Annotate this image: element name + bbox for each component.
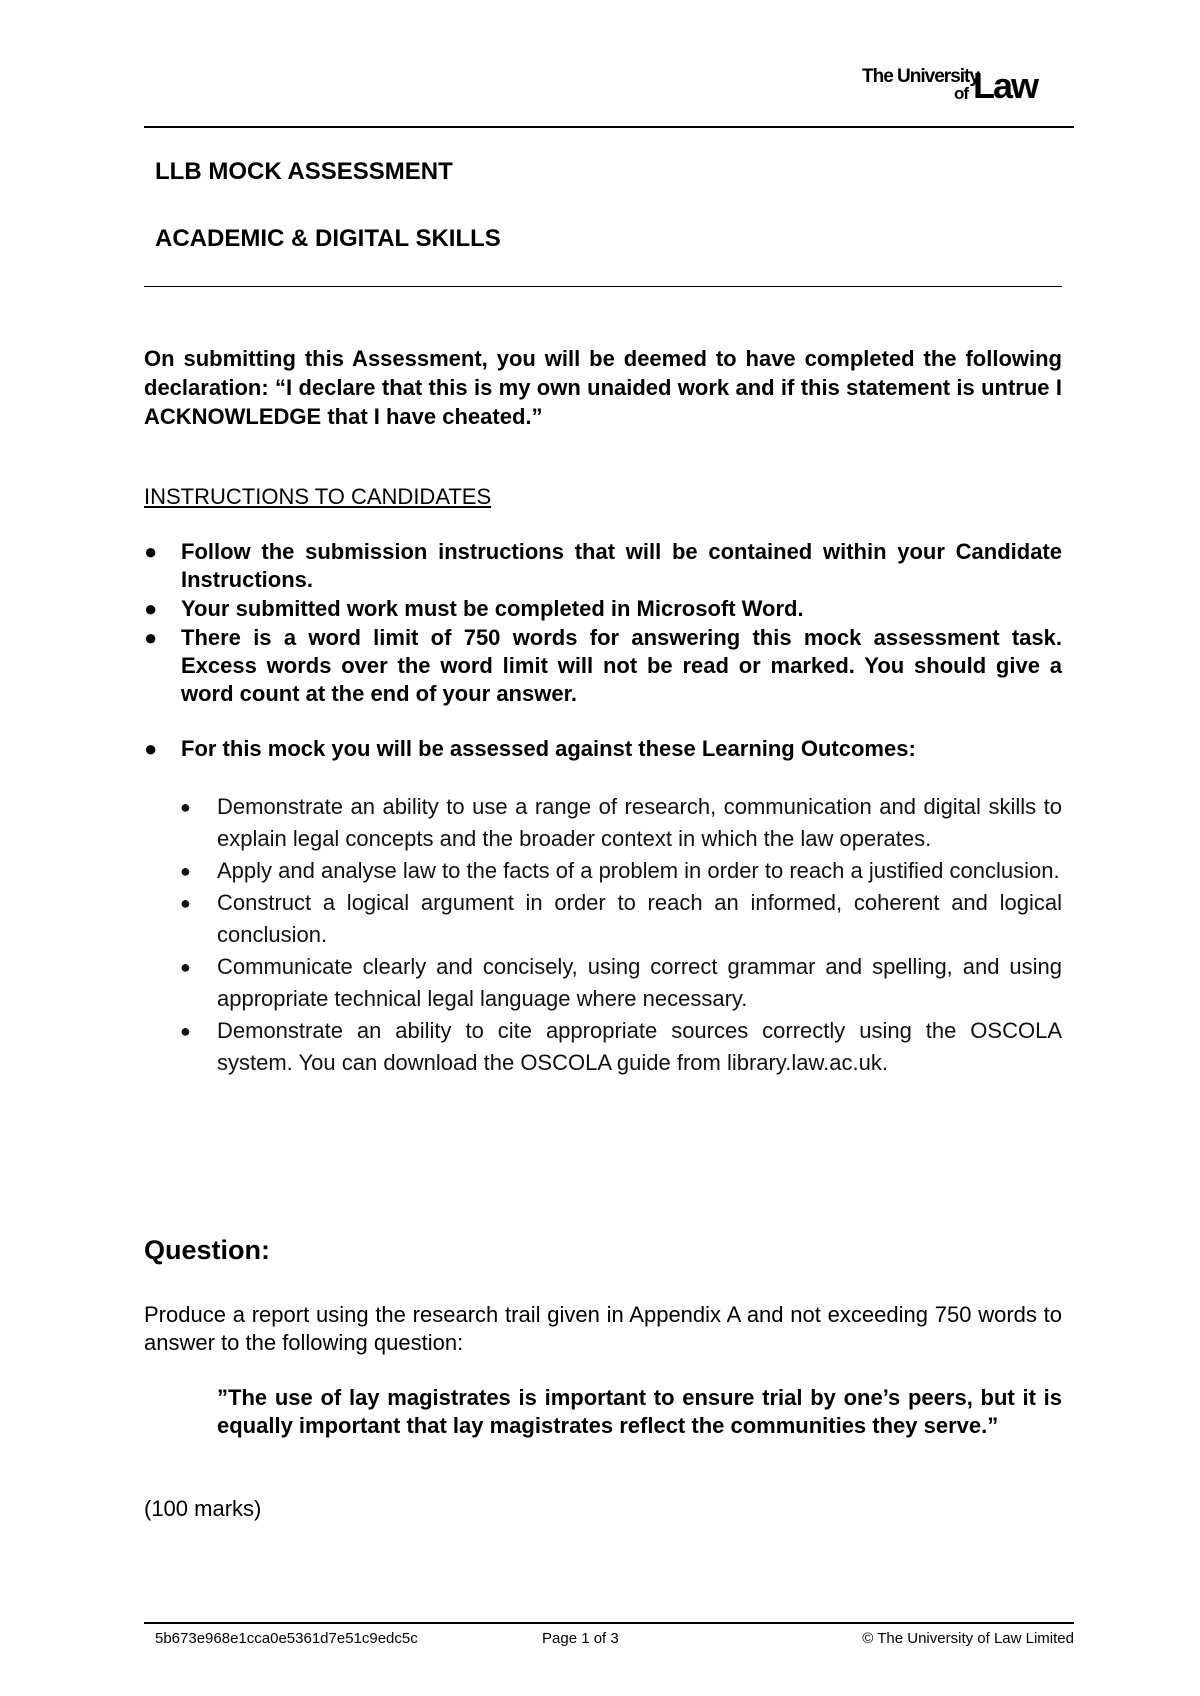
logo-of: of bbox=[954, 84, 969, 103]
bullet-icon: ● bbox=[144, 596, 158, 621]
logo-the-university: The University bbox=[862, 66, 979, 87]
learning-outcomes-list bbox=[180, 791, 1062, 1079]
bullet-icon: ● bbox=[180, 1021, 191, 1041]
declaration-paragraph: On submitting this Assessment, you will be deemed to have completed the following declaration: “I declare that this is my own unaided work and if this statement is untrue I ACKNOWLEDGE that I have cheated.” bbox=[144, 346, 1062, 429]
instruction-item bbox=[144, 624, 1062, 708]
instruction-text: There is a word limit of 750 words for answering this mock assessment task. Excess words over the word limit will not be read or marked. You should give a word count at the end of your answer. bbox=[181, 625, 1062, 706]
title-divider bbox=[144, 286, 1062, 287]
outcome-item bbox=[180, 887, 1062, 951]
question-body: Produce a report using the research trail given in Appendix A and not exceeding 750 words to answer to the following question: bbox=[144, 1302, 1062, 1355]
outcome-item bbox=[180, 855, 1062, 887]
outcome-item bbox=[180, 951, 1062, 1015]
footer-page-number: Page 1 of 3 bbox=[542, 1630, 619, 1647]
outcome-item bbox=[180, 1015, 1062, 1079]
question-heading: Question: bbox=[144, 1235, 270, 1265]
bullet-icon: ● bbox=[180, 957, 191, 977]
footer-rule bbox=[144, 1622, 1074, 1624]
instruction-item bbox=[144, 538, 1062, 594]
logo-law: Law bbox=[973, 65, 1038, 106]
instruction-text: Your submitted work must be completed in Microsoft Word. bbox=[181, 596, 804, 621]
instruction-text: Follow the submission instructions that will be contained within your Candidate Instructions. bbox=[181, 539, 1062, 592]
bullet-icon: ● bbox=[144, 625, 158, 650]
bullet-icon: ● bbox=[144, 539, 158, 564]
bullet-icon: ● bbox=[180, 861, 191, 881]
bullet-icon: ● bbox=[144, 736, 158, 761]
outcome-text: Demonstrate an ability to cite appropriate sources correctly using the OSCOLA system. You can download the OSCOLA guide from library.law.ac.uk. bbox=[217, 1018, 1062, 1075]
instruction-item bbox=[144, 595, 1062, 623]
instruction-text: For this mock you will be assessed against these Learning Outcomes: bbox=[181, 736, 916, 761]
bullet-icon: ● bbox=[180, 893, 191, 913]
question-marks: (100 marks) bbox=[144, 1496, 262, 1521]
outcome-text: Apply and analyse law to the facts of a problem in order to reach a justified conclusion. bbox=[217, 858, 1060, 883]
header-rule bbox=[144, 126, 1074, 128]
footer-document-id: 5b673e968e1cca0e5361d7e51c9edc5c bbox=[155, 1630, 418, 1647]
instructions-list bbox=[144, 538, 1062, 764]
question-quote: ”The use of lay magistrates is important to ensure trial by one’s peers, but it is equally important that lay magistrates reflect the communities they serve.” bbox=[217, 1385, 1062, 1438]
instructions-heading: INSTRUCTIONS TO CANDIDATES bbox=[144, 484, 492, 509]
document-subtitle: ACADEMIC & DIGITAL SKILLS bbox=[155, 225, 501, 252]
outcome-item bbox=[180, 791, 1062, 855]
university-logo bbox=[862, 66, 1074, 106]
document-title: LLB MOCK ASSESSMENT bbox=[155, 158, 453, 185]
instruction-item bbox=[144, 735, 1062, 763]
footer-copyright: © The University of Law Limited bbox=[862, 1630, 1074, 1647]
outcome-text: Communicate clearly and concisely, using correct grammar and spelling, and using appropriate technical legal language where necessary. bbox=[217, 954, 1062, 1011]
outcome-text: Construct a logical argument in order to reach an informed, coherent and logical conclusion. bbox=[217, 890, 1062, 947]
outcome-text: Demonstrate an ability to use a range of research, communication and digital skills to explain legal concepts and the broader context in which the law operates. bbox=[217, 794, 1062, 851]
bullet-icon: ● bbox=[180, 797, 191, 817]
